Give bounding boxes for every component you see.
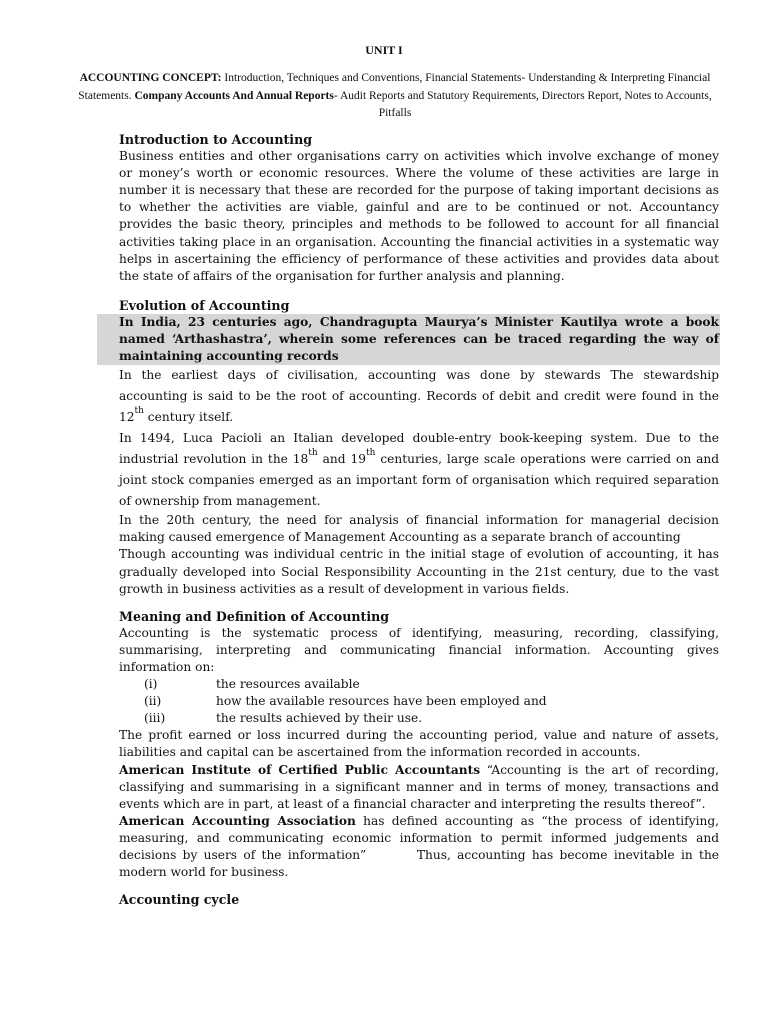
meaning-paragraph-2: The profit earned or loss incurred during the accounting period, value and nature of assets, liabilities and capital can be ascertained from the information recorded in accounts. (119, 728, 719, 760)
aaa-label: American Accounting Association (119, 813, 356, 828)
aicpa-text: “Accounting is the art of recording, classifying and summarising in a significant manner and in terms of money, transactions and events which are in part, at least of a financial character and interpreting the results thereof”. (119, 762, 719, 811)
evolution-paragraph-2 (119, 428, 719, 512)
evolution-paragraph-3: In the 20th century, the need for analysis of financial information for managerial decision making caused emergence of Management Accounting as a separate branch of accounting (119, 513, 719, 545)
intro-heading: Introduction to Accounting (119, 132, 313, 147)
evolution-paragraph-4: Though accounting was individual centric in the initial stage of evolution of accounting, it has gradually developed into Social Responsibility Accounting in the 21st century, due to the vast growth in business activities as a result of development in various fields. (119, 547, 719, 596)
list-text: the resources available (216, 677, 360, 692)
list-number: (iii) (144, 711, 166, 726)
main-content (119, 131, 723, 908)
meaning-heading: Meaning and Definition of Accounting (119, 608, 390, 624)
list-text: how the available resources have been employed and (216, 694, 547, 709)
unit-overview (70, 70, 720, 123)
concept-text: Introduction, Techniques and Conventions, Financial Statements- Understanding & Interpreting Financial Statements. (78, 72, 711, 102)
list-item (119, 676, 719, 693)
superscript: th (134, 406, 144, 417)
evolution-heading: Evolution of Accounting (119, 297, 290, 313)
aicpa-label: American Institute of Certified Public Accountants (119, 762, 481, 777)
evolution-p1-text: In the earliest days of civilisation, accounting was done by stewards The stewardship accounting is said to be the root of accounting. Records of debit and credit were found in the 12 (119, 368, 719, 425)
company-label: Company Accounts And Annual Reports (134, 89, 334, 102)
company-text: - Audit Reports and Statutory Requirements, Directors Report, Notes to Accounts, Pitfalls (333, 89, 712, 119)
unit-title: UNIT I (365, 43, 403, 57)
highlighted-statement: In India, 23 centuries ago, Chandragupta Maurya’s Minister Kautilya wrote a book named ‘Arthashastra’, wherein some references can be traced regarding the way of maintaining accounting records (97, 314, 720, 365)
intro-paragraph: Business entities and other organisations carry on activities which involve exchange of money or money’s worth or economic resources. Where the volume of these activities are large in number it is necessary that these are recorded for the purpose of taking important decisions as to whether the activities are viable, gainful and are to be continued or not. Accountancy provides the basic theory, principles and methods to be followed to account for all financial activities taking place in an organisation. Accounting the financial activities in a systematic way helps in ascertaining the efficiency of performance of these activities and provides data about the state of affairs of the organisation for further analysis and planning. (119, 149, 719, 283)
list-number: (i) (144, 677, 158, 692)
superscript: th (308, 448, 318, 459)
evolution-p2-c: centuries, large scale operations were carried on and joint stock companies emerged as an important form of organisation which required separation of ownership from management. (119, 452, 719, 509)
list-text: the results achieved by their use. (216, 711, 423, 726)
aicpa-definition (119, 762, 719, 813)
list-item (119, 710, 719, 727)
aaa-definition (119, 813, 723, 881)
meaning-paragraph-1: Accounting is the systematic process of identifying, measuring, recording, classifying, summarising, interpreting and communicating financial information. Accounting gives information on: (119, 625, 719, 674)
evolution-p1-tail: century itself. (143, 410, 234, 425)
concept-label: ACCOUNTING CONCEPT: (79, 72, 222, 84)
aaa-text: has defined accounting as “the process of identifying, measuring, and communicating economic information to permit informed judgements and decisions by users of the information” Thus, accounting has become inevitable in the modern world for business. (119, 813, 723, 880)
list-number: (ii) (144, 694, 162, 709)
evolution-p2-b: and 19 (317, 452, 366, 467)
cycle-heading: Accounting cycle (119, 892, 240, 908)
list-item (119, 693, 719, 710)
evolution-paragraph-1 (119, 365, 719, 428)
evolution-p2-a: In 1494, Luca Pacioli an Italian developed double-entry book-keeping system. Due to the industrial revolution in the 18 (119, 431, 719, 467)
superscript: th (365, 448, 376, 459)
